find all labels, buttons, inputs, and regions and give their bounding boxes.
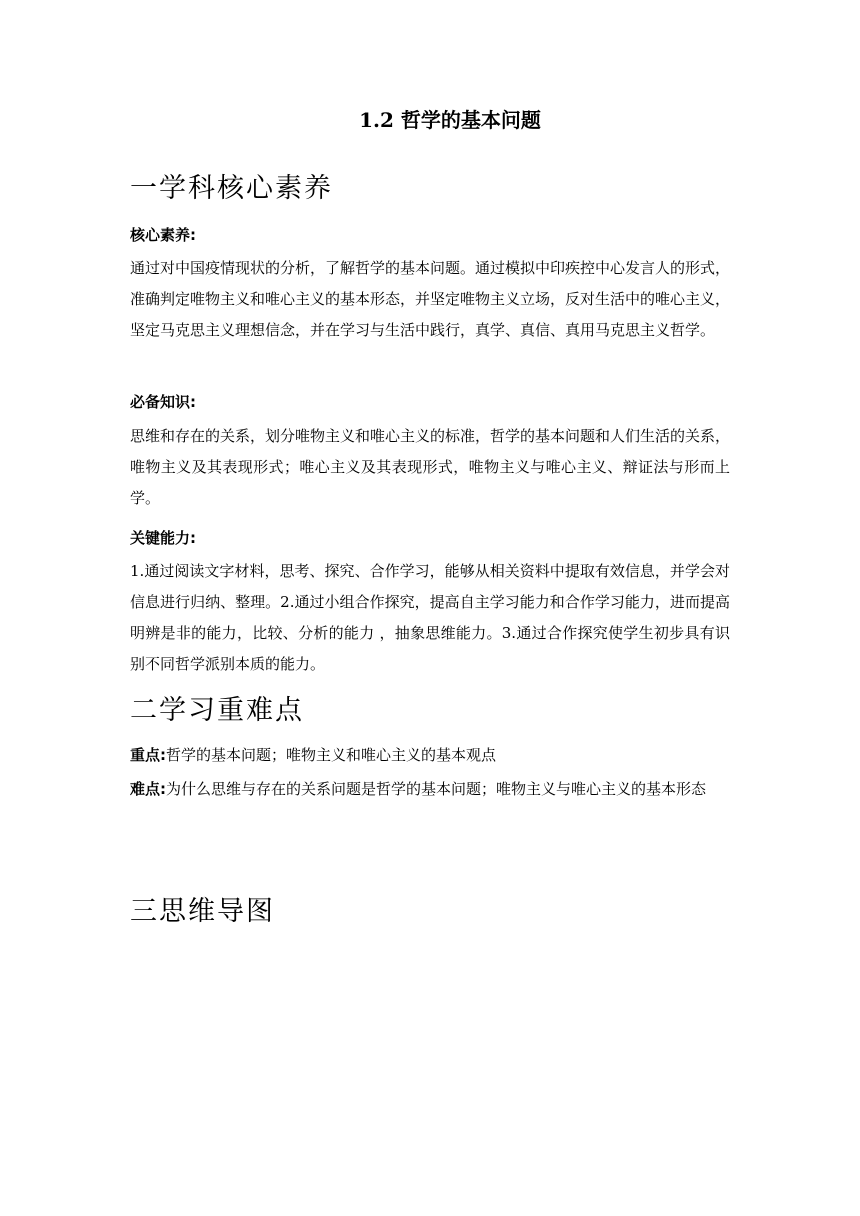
key-point-paragraph bbox=[130, 740, 730, 771]
section-heading-key-difficult: 二学习重难点 bbox=[130, 695, 304, 726]
page-title: 1.2 哲学的基本问题 bbox=[359, 108, 541, 132]
key-ability-label: 关键能力: bbox=[130, 529, 196, 547]
key-ability-text: 1.通过阅读文字材料，思考、探究、合作学习，能够从相关资料中提取有效信息，并学会对信息进行归纳、整理。2.通过小组合作探究，提高自主学习能力和合作学习能力，进而提高明辨是非的能力，比较、分析的能力 ，抽象思维能力。3.通过合作探究使学生初步具有识别不同哲学派别本质的能力。 bbox=[130, 562, 730, 673]
core-literacy-label: 核心素养: bbox=[130, 226, 196, 244]
key-point-label: 重点: bbox=[130, 746, 166, 764]
difficult-point-label: 难点: bbox=[130, 780, 166, 798]
essential-knowledge-text: 思维和存在的关系，划分唯物主义和唯心主义的标准，哲学的基本问题和人们生活的关系，唯物主义及其表现形式；唯心主义及其表现形式，唯物主义与唯心主义、辩证法与形而上学。 bbox=[130, 427, 731, 507]
essential-knowledge-label: 必备知识: bbox=[130, 393, 196, 411]
core-literacy-text: 通过对中国疫情现状的分析，了解哲学的基本问题。通过模拟中印疾控中心发言人的形式，准确判定唯物主义和唯心主义的基本形态，并坚定唯物主义立场，反对生活中的唯心主义，坚定马克思主义理想信念，并在学习与生活中践行，真学、真信、真用马克思主义哲学。 bbox=[130, 259, 731, 339]
difficult-point-text: 为什么思维与存在的关系问题是哲学的基本问题；唯物主义与唯心主义的基本形态 bbox=[166, 780, 707, 798]
key-point-text: 哲学的基本问题；唯物主义和唯心主义的基本观点 bbox=[166, 746, 497, 764]
difficult-point-paragraph bbox=[130, 774, 730, 805]
section-heading-mind-map: 三思维导图 bbox=[130, 896, 275, 927]
section-heading-core-literacy: 一学科核心素养 bbox=[130, 173, 333, 204]
